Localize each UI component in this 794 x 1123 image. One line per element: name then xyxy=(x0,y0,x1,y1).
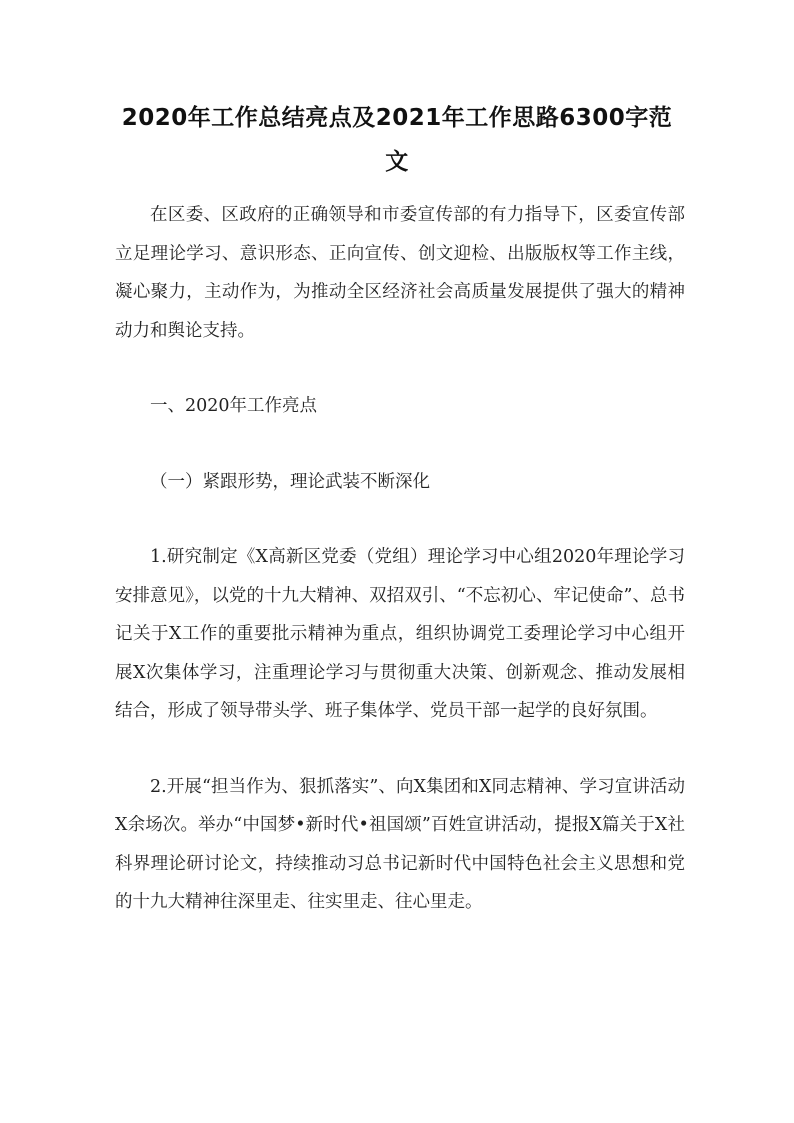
intro-paragraph: 在区委、区政府的正确领导和市委宣传部的有力指导下，区委宣传部立足理论学习、意识形态、正向宣传、创文迎检、出版版权等工作主线，凝心聚力，主动作为，为推动全区经济社会高质量发展提供了强大的精神动力和舆论支持。 xyxy=(115,205,685,341)
section-heading: 一、2020年工作亮点 xyxy=(150,396,318,416)
body-paragraph-1: 1.研究制定《X高新区党委（党组）理论学习中心组2020年理论学习安排意见》，以党的十九大精神、双招双引、“不忘初心、牢记使命”、总书记关于X工作的重要批示精神为重点，组织协调党工委理论学习中心组开展X次集体学习，注重理论学习与贯彻重大决策、创新观念、推动发展相结合，形成了领导带头学、班子集体学、党员干部一起学的良好氛围。 xyxy=(115,547,685,721)
document-title: 2020年工作总结亮点及2021年工作思路6300字范文 xyxy=(121,105,673,175)
body-paragraph-2: 2.开展“担当作为、狠抓落实”、向X集团和X同志精神、学习宣讲活动X余场次。举办“中国梦•新时代•祖国颂”百姓宣讲活动，提报X篇关于X社科界理论研讨论文，持续推动习总书记新时代中国特色社会主义思想和党的十九大精神往深里走、往实里走、往心里走。 xyxy=(115,776,685,912)
subsection-heading: （一）紧跟形势，理论武装不断深化 xyxy=(150,471,430,492)
document-body xyxy=(115,196,685,959)
